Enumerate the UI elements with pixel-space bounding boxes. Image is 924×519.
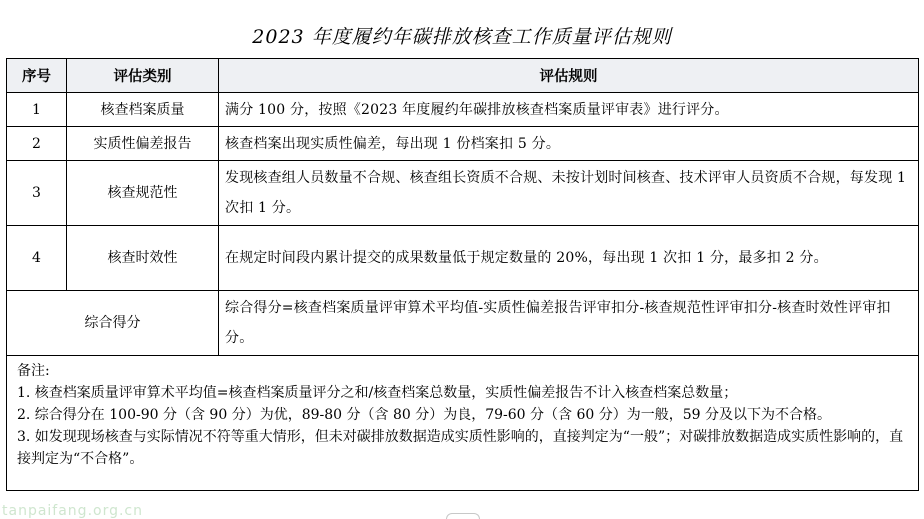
row-category: 核查时效性 bbox=[67, 226, 219, 291]
summary-label: 综合得分 bbox=[7, 291, 219, 356]
row-rule: 发现核查组人员数量不合规、核查组长资质不合规、未按计划时间核查、技术评审人员资质不合规，每发现 1 次扣 1 分。 bbox=[219, 161, 919, 226]
note-item: 2. 综合得分在 100-90 分（含 90 分）为优，89-80 分（含 80 分）为良，79-60 分（含 60 分）为一般，59 分及以下为不合格。 bbox=[17, 407, 832, 423]
summary-rule: 综合得分=核查档案质量评审算术平均值-实质性偏差报告评审扣分-核查规范性评审扣分-核查时效性评审扣分。 bbox=[219, 291, 919, 356]
note-item: 1. 核查档案质量评审算术平均值=核查档案质量评分之和/核查档案总数量，实质性偏差报告不计入核查档案总数量； bbox=[17, 385, 738, 401]
watermark-text: tanpaifang.org.cn bbox=[2, 503, 143, 519]
note-item: 3. 如发现现场核查与实际情况不符等重大情形，但未对碳排放数据造成实质性影响的，直接判定为“一般”；对碳排放数据造成实质性影响的，直接判定为“不合格”。 bbox=[17, 429, 904, 467]
row-category: 核查档案质量 bbox=[67, 93, 219, 127]
row-rule: 在规定时间段内累计提交的成果数量低于规定数量的 20%，每出现 1 次扣 1 分，最多扣 2 分。 bbox=[219, 226, 919, 291]
header-rule: 评估规则 bbox=[219, 59, 919, 93]
row-rule: 核查档案出现实质性偏差，每出现 1 份档案扣 5 分。 bbox=[219, 127, 919, 161]
notes-row bbox=[7, 356, 919, 491]
row-category: 核查规范性 bbox=[67, 161, 219, 226]
row-category: 实质性偏差报告 bbox=[67, 127, 219, 161]
row-no: 3 bbox=[7, 161, 67, 226]
evaluation-rules-table bbox=[6, 58, 919, 491]
table-row bbox=[7, 161, 919, 226]
table-row bbox=[7, 127, 919, 161]
table-row bbox=[7, 226, 919, 291]
header-no: 序号 bbox=[7, 59, 67, 93]
notes-heading: 备注: bbox=[17, 363, 50, 379]
notes-cell bbox=[7, 356, 919, 491]
row-rule: 满分 100 分，按照《2023 年度履约年碳排放核查档案质量评审表》进行评分。 bbox=[219, 93, 919, 127]
page-title: 2023 年度履约年碳排放核查工作质量评估规则 bbox=[252, 26, 672, 48]
row-no: 1 bbox=[7, 93, 67, 127]
table-row bbox=[7, 93, 919, 127]
row-no: 2 bbox=[7, 127, 67, 161]
footer-tab-mark bbox=[446, 513, 480, 519]
row-no: 4 bbox=[7, 226, 67, 291]
header-category: 评估类别 bbox=[67, 59, 219, 93]
table-header-row bbox=[7, 59, 919, 93]
summary-row bbox=[7, 291, 919, 356]
